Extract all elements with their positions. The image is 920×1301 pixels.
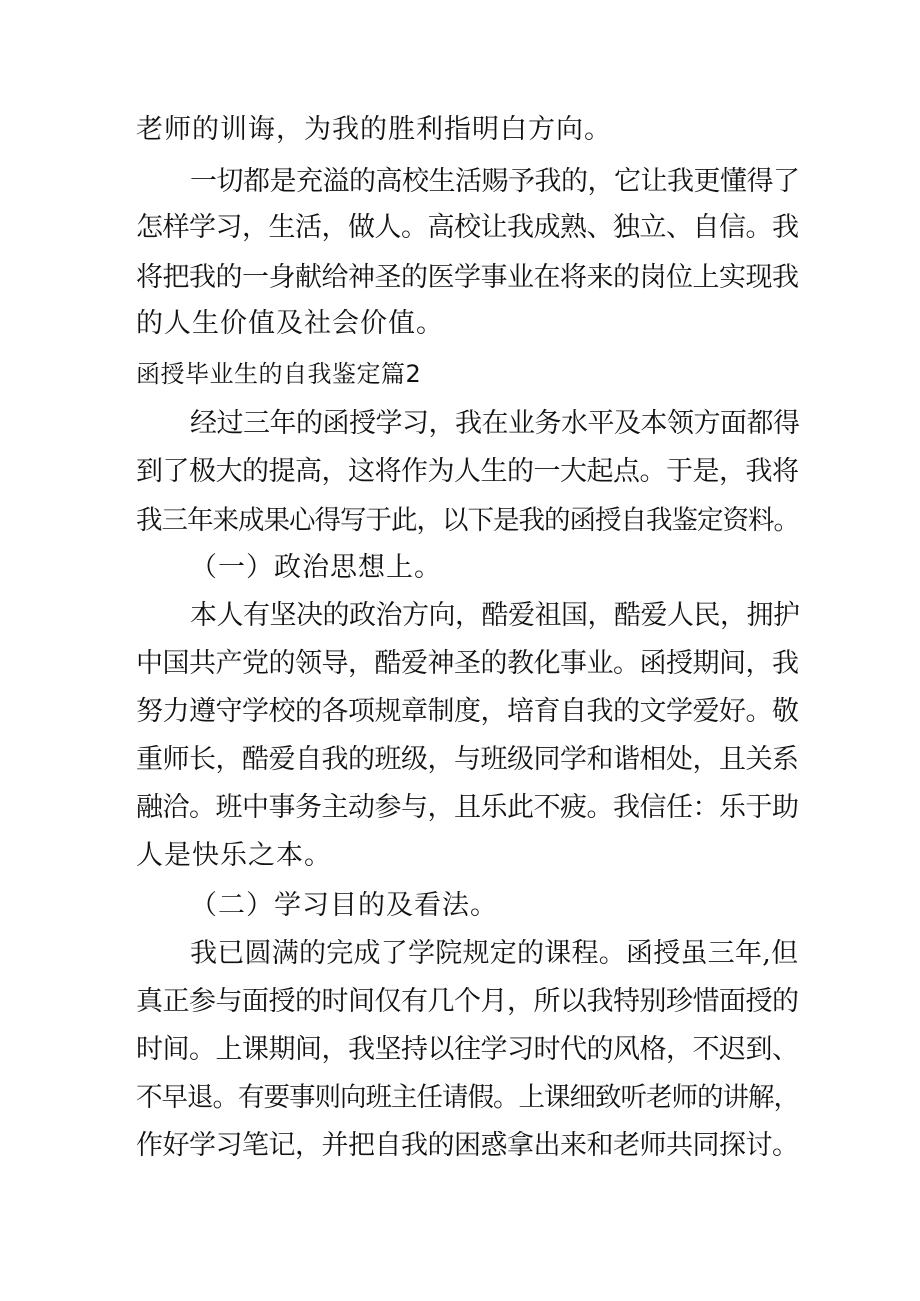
text-line: 真正参与面授的时间仅有几个月，所以我特别珍惜面授的	[136, 986, 799, 1017]
text-line: 时间。上课期间，我坚持以往学习时代的风格，不迟到、	[136, 1034, 799, 1065]
text-line: 不早退。有要事则向班主任请假。上课细致听老师的讲解，	[136, 1082, 799, 1113]
text-line: 融洽。班中事务主动参与，且乐此不疲。我信任：乐于助	[136, 792, 799, 823]
text-line: 怎样学习，生活，做人。高校让我成熟、独立、自信。我	[136, 212, 799, 243]
text-line: 重师长，酷爱自我的班级，与班级同学和谐相处，且关系	[136, 744, 799, 775]
text-line: 的人生价值及社会价值。	[136, 308, 444, 339]
text-line: 老师的训诲，为我的胜利指明白方向。	[136, 114, 612, 145]
text-line: 人是快乐之本。	[136, 840, 332, 871]
paragraph-start: 一切都是充溢的高校生活赐予我的，它让我更懂得了	[190, 166, 800, 197]
subsection-heading: （二）学习目的及看法。	[190, 890, 498, 921]
paragraph-start: 本人有坚决的政治方向，酷爱祖国，酷爱人民，拥护	[190, 600, 800, 631]
text-line: 将把我的一身献给神圣的医学事业在将来的岗位上实现我	[136, 262, 799, 293]
text-line: 努力遵守学校的各项规章制度，培育自我的文学爱好。敬	[136, 696, 799, 727]
section-heading: 函授毕业生的自我鉴定篇2	[136, 360, 422, 388]
text-line: 我三年来成果心得写于此，以下是我的函授自我鉴定资料。	[136, 505, 799, 536]
text-line: 作好学习笔记，并把自我的困惑拿出来和老师共同探讨。	[136, 1130, 799, 1161]
paragraph-start: 我已圆满的完成了学院规定的课程。函授虽三年,但	[190, 938, 799, 969]
text-line: 到了极大的提高，这将作为人生的一大起点。于是，我将	[136, 456, 799, 487]
subsection-heading: （一）政治思想上。	[190, 552, 442, 583]
paragraph-start: 经过三年的函授学习，我在业务水平及本领方面都得	[190, 408, 800, 439]
text-line: 中国共产党的领导，酷爱神圣的教化事业。函授期间，我	[136, 648, 799, 679]
